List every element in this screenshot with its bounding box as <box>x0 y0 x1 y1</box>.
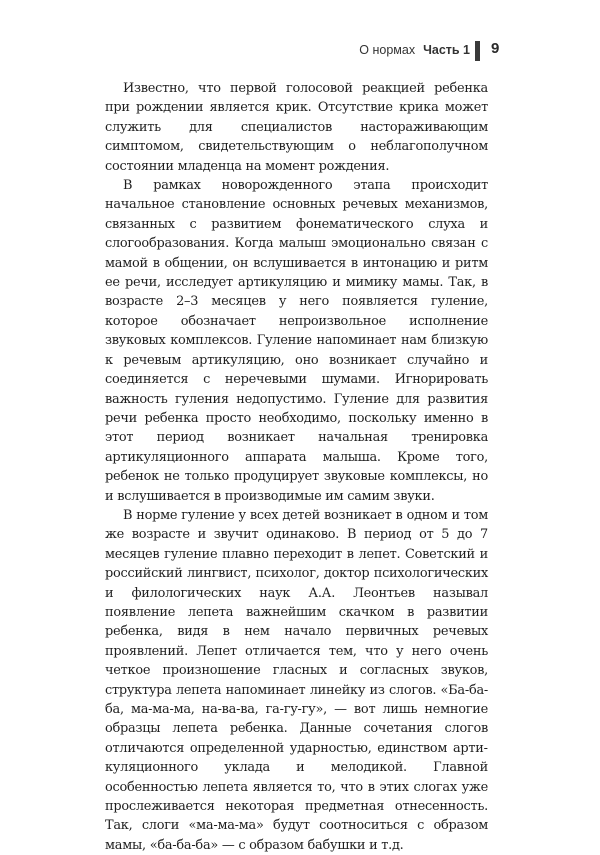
paragraph-3: В норме гуление у всех детей возникает в одном и том же возрасте и звучит одинаково. В период от 5 до 7 месяцев гуление плавно переходит в лепет. Советский и российский лингвист, психолог, доктор психологических и филологических наук А.А. Леонтьев называл появление лепета важнейшим скачком в развитии ребенка, видя в нем начало первичных речевых проявлений. Лепет отличается тем, что у него очень четкое произношение гласных и согласных звуков, структура лепета напоминает линейку из слогов. «Ба-ба-ба, ма-ма-ма, на-ва-ва, га-гу-гу», — вот лишь немногие образцы лепета ребенка. Данные сочетания слогов отличаются определенной ударностью, единством артикуляционного уклада и мелодикой. Главной особенностью лепета является то, что в этих слогах уже прослеживается некоторая предметная отнесенность. Так, слоги «ма-ма-ма» будут соотноситься с образом мамы, «ба-ба-ба» — с образом бабушки и т.д. <box>105 507 488 853</box>
paragraph-2: В рамках новорожденного этапа происходит начальное становление основных речевых механизмов, связанных с развитием фонематического слуха и слогообразования. Когда малыш эмоционально связан с мамой в общении, он вслушивается в интонацию и ритм ее речи, исследует артикуляцию и мимику мамы. Так, в возрасте 2–3 месяцев у него появляется гуление, которое обозначает непроизвольное исполнение звуковых комплексов. Гуление напоминает нам близкую к речевым артикуляцию, оно возникает случайно и соединяется с неречевыми шумами. Игнорировать важность гуления недопустимо. Гуление для развития речи ребенка просто необходимо, поскольку именно в этот период возникает начальная тренировка артикуляционного аппарата малыша. Кроме того, ребенок не только продуцирует звуковые комплексы, но и вслушивается в производимые им самим звуки. <box>105 178 488 504</box>
body-text <box>105 79 488 855</box>
running-head <box>359 42 470 58</box>
running-head-part-label: Часть 1 <box>423 43 470 57</box>
paragraph-1: Известно, что первой голосовой реакцией ребенка при рождении является крик. Отсутствие крика может служить для специалистов настораживающим симптомом, свидетельствующим о неблагополучном состоянии младенца на момент рождения. <box>105 81 488 174</box>
running-head-section-title: О нормах <box>359 43 416 57</box>
header-divider-bar <box>475 41 480 61</box>
page-number: 9 <box>491 40 500 57</box>
